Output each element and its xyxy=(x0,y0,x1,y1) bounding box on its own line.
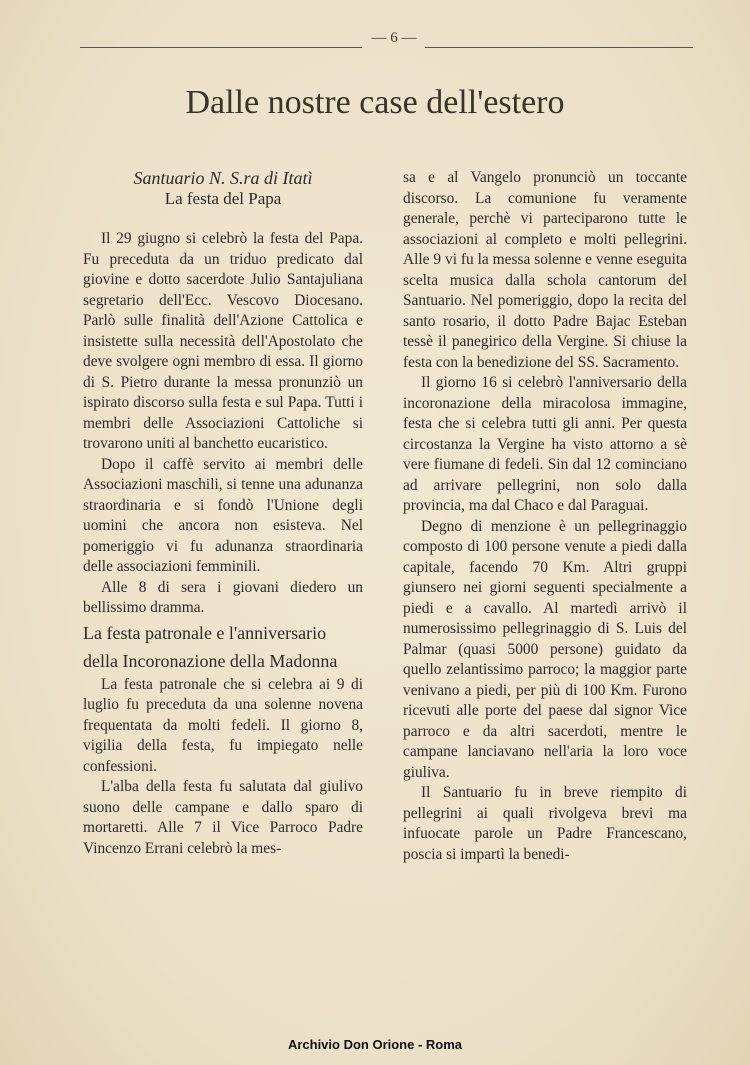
paragraph: Dopo il caffè servito ai membri delle Associazioni maschili, si tenne una adunanza straordinaria e si fondò l'Unione degli uomini che ancora non esisteva. Nel pomeriggio vi fu adunanza straordinaria delle associazioni femminili. xyxy=(83,455,363,575)
page-number: — 6 — xyxy=(371,30,417,46)
paragraph: La festa patronale che si celebra ai 9 di luglio fu preceduta da una solenne novena frequentata da molti fedeli. Il giorno 8, vigilia della festa, fu impiegato nelle confessioni. xyxy=(83,675,363,775)
paragraph: sa e al Vangelo pronunciò un toccante discorso. La comunione fu veramente generale, perchè vi parteciparono tutte le associazioni al completo e molti pellegrini. Alle 9 vi fu la messa solenne e venne eseguita scelta musica dalla schola cantorum del Santuario. Nel pomeriggio, dopo la recita del santo rosario, il dotto Padre Bajac Esteban tessè il panegirico della Vergine. Si chiuse la festa con la benedizione del SS. Sacramento. xyxy=(403,169,687,371)
paragraph: Degno di menzione è un pellegrinaggio composto di 100 persone venute a piedi dalla capitale, facendo 70 Km. Altri gruppi giunsero nei giorni seguenti specialmente a piedi e a cavallo. Al martedì arrivò il numerosissimo pellegrinaggio di S. Luis del Palmar (quasi 5000 persone) guidato da quello zelantissimo parroco; la maggior parte venivano a piedi, per più di 100 Km. Furono ricevuti alle porte del paese dal signor Vice parroco e da altri sacerdoti, mentre le campane lanciavano nell'aria la loro voce giuliva. xyxy=(403,517,687,781)
paragraph: L'alba della festa fu salutata dal giulivo suono delle campane e dallo sparo di mortaretti. Alle 7 il Vice Parroco Padre Vincenzo Errani celebrò la mes- xyxy=(83,778,363,857)
page-title: Dalle nostre case dell'estero xyxy=(185,84,565,121)
section-heading-festa-patronale: La festa patronale e l'anniversario della Incoronazione della Madonna xyxy=(83,622,338,671)
left-column xyxy=(83,168,363,859)
paragraph: Il giorno 16 si celebrò l'anniversario della incoronazione della miracolosa immagine, festa che si celebra tutti gli anni. Per questa circostanza la Vergine ha visto attorno a sè vere fiumane di fedeli. Sin dal 12 cominciano ad arrivare pellegrini, non solo dalla provincia, ma dal Chaco e dal Paraguai. xyxy=(403,374,687,514)
paragraph: Alle 8 di sera i giovani diedero un bellissimo dramma. xyxy=(83,578,363,616)
header-rule-left xyxy=(80,47,362,48)
right-column xyxy=(403,168,687,865)
place-heading: Santuario N. S.ra di Itatì xyxy=(133,168,313,188)
paragraph: Il Santuario fu in breve riempito di pellegrini ai quali rivolgeva brevi ma infuocate parole un Padre Francescano, poscia si impartì la benedi- xyxy=(403,784,687,863)
section-heading-festa-papa: La festa del Papa xyxy=(164,188,282,208)
paragraph: Il 29 giugno si celebrò la festa del Papa. Fu preceduta da un triduo predicato dal giovine e dotto sacerdote Julio Santajuliana segretario dell'Ecc. Vescovo Diocesano. Parlò sulle finalità dell'Azione Cattolica e insistette sulla necessità dell'Apostolato che deve svolgere ogni membro di essa. Il giorno di S. Pietro durante la messa pronunziò un ispirato discorso sulla festa e sul Papa. Tutti i membri delle Associazioni Cattoliche si trovarono uniti al banchetto eucaristico. xyxy=(83,230,363,452)
header-rule-right xyxy=(425,47,693,48)
archive-footer: Archivio Don Orione - Roma xyxy=(287,1037,463,1052)
